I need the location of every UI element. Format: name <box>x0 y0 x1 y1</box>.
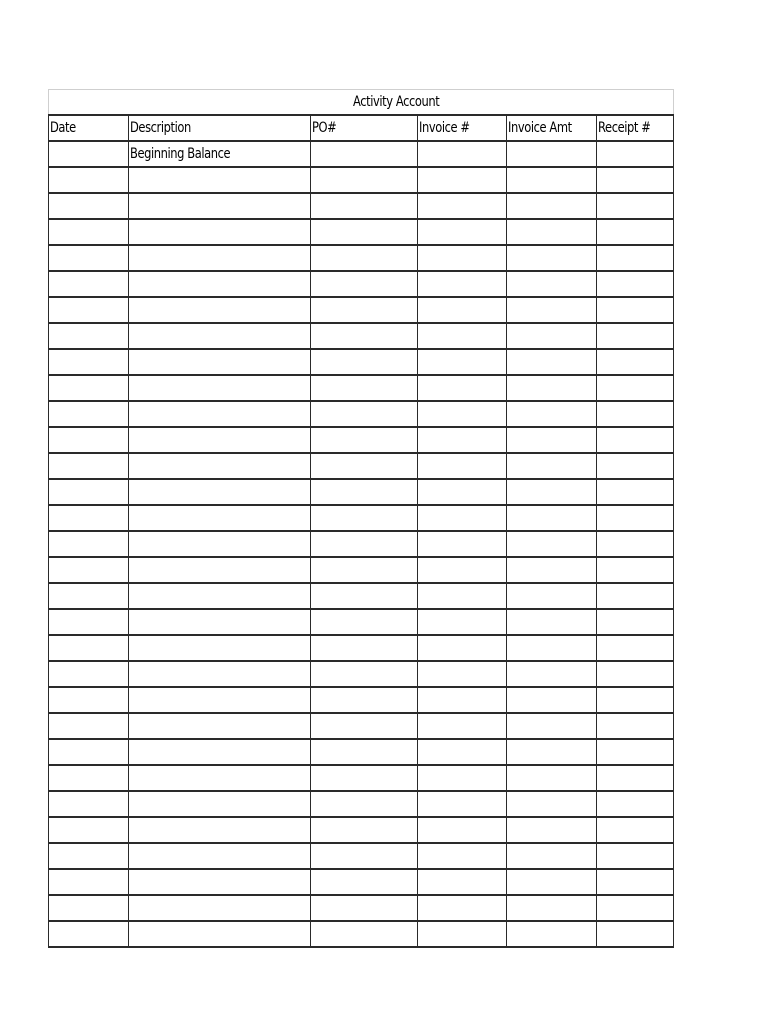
cell-invoice-amt <box>507 401 597 427</box>
cell-receipt <box>597 583 674 609</box>
cell-receipt <box>597 453 674 479</box>
cell-invoice <box>418 479 507 505</box>
cell-invoice <box>418 791 507 817</box>
cell-description <box>129 765 311 791</box>
cell-description <box>129 531 311 557</box>
cell-date <box>49 245 129 271</box>
cell-description <box>129 635 311 661</box>
cell-date <box>49 349 129 375</box>
cell-po <box>311 661 418 687</box>
cell-invoice <box>418 323 507 349</box>
cell-po <box>311 323 418 349</box>
table-row <box>49 739 674 765</box>
cell-po <box>311 921 418 947</box>
cell-date <box>49 661 129 687</box>
cell-invoice-amt <box>507 141 597 167</box>
cell-po <box>311 271 418 297</box>
cell-date <box>49 167 129 193</box>
cell-invoice <box>418 219 507 245</box>
cell-receipt <box>597 297 674 323</box>
cell-invoice <box>418 375 507 401</box>
cell-po <box>311 869 418 895</box>
cell-receipt <box>597 895 674 921</box>
table-row <box>49 453 674 479</box>
cell-invoice <box>418 583 507 609</box>
cell-receipt <box>597 479 674 505</box>
table-row <box>49 193 674 219</box>
cell-receipt <box>597 609 674 635</box>
cell-invoice-amt <box>507 609 597 635</box>
cell-description <box>129 661 311 687</box>
cell-description <box>129 791 311 817</box>
cell-po <box>311 219 418 245</box>
cell-invoice <box>418 245 507 271</box>
cell-receipt <box>597 739 674 765</box>
cell-date <box>49 583 129 609</box>
cell-po <box>311 739 418 765</box>
cell-po <box>311 583 418 609</box>
table-row <box>49 895 674 921</box>
cell-invoice-amt <box>507 817 597 843</box>
cell-invoice-amt <box>507 687 597 713</box>
cell-invoice-amt <box>507 583 597 609</box>
cell-date <box>49 713 129 739</box>
cell-invoice <box>418 843 507 869</box>
cell-invoice-amt <box>507 895 597 921</box>
cell-date <box>49 271 129 297</box>
table-row <box>49 219 674 245</box>
cell-invoice-amt <box>507 869 597 895</box>
cell-po <box>311 531 418 557</box>
cell-po <box>311 453 418 479</box>
cell-receipt <box>597 245 674 271</box>
cell-receipt <box>597 713 674 739</box>
cell-receipt <box>597 193 674 219</box>
column-header-description-label: Description <box>130 120 191 136</box>
cell-receipt <box>597 141 674 167</box>
cell-description <box>129 349 311 375</box>
column-header-po-label: PO# <box>312 120 337 136</box>
cell-po <box>311 817 418 843</box>
cell-date <box>49 869 129 895</box>
cell-invoice-amt <box>507 843 597 869</box>
cell-description <box>129 895 311 921</box>
cell-date <box>49 765 129 791</box>
cell-invoice <box>418 297 507 323</box>
cell-date <box>49 687 129 713</box>
table-row <box>49 245 674 271</box>
cell-invoice <box>418 349 507 375</box>
cell-invoice-amt <box>507 219 597 245</box>
column-header-po <box>311 115 418 141</box>
column-header-date-label: Date <box>50 120 76 136</box>
cell-description <box>129 869 311 895</box>
cell-po <box>311 557 418 583</box>
table-row <box>49 375 674 401</box>
table-row <box>49 791 674 817</box>
cell-date <box>49 817 129 843</box>
cell-po <box>311 843 418 869</box>
cell-po <box>311 635 418 661</box>
cell-receipt <box>597 531 674 557</box>
cell-invoice-amt <box>507 791 597 817</box>
cell-date <box>49 141 129 167</box>
cell-description <box>129 401 311 427</box>
cell-invoice <box>418 635 507 661</box>
cell-description <box>129 245 311 271</box>
cell-description <box>129 817 311 843</box>
cell-invoice-amt <box>507 479 597 505</box>
table-row <box>49 921 674 947</box>
cell-receipt <box>597 869 674 895</box>
cell-receipt <box>597 401 674 427</box>
cell-description <box>129 687 311 713</box>
cell-po <box>311 713 418 739</box>
cell-invoice <box>418 557 507 583</box>
cell-description <box>129 479 311 505</box>
table-row <box>49 479 674 505</box>
cell-invoice <box>418 401 507 427</box>
cell-receipt <box>597 557 674 583</box>
cell-po <box>311 193 418 219</box>
cell-date <box>49 635 129 661</box>
cell-description <box>129 453 311 479</box>
header-row <box>49 115 674 141</box>
cell-po <box>311 141 418 167</box>
cell-receipt <box>597 765 674 791</box>
cell-receipt <box>597 817 674 843</box>
cell-description <box>129 609 311 635</box>
cell-receipt <box>597 219 674 245</box>
cell-date <box>49 375 129 401</box>
cell-date <box>49 505 129 531</box>
cell-description <box>129 271 311 297</box>
cell-description <box>129 193 311 219</box>
cell-receipt <box>597 323 674 349</box>
cell-po <box>311 401 418 427</box>
cell-description <box>129 323 311 349</box>
activity-account-table <box>48 89 674 948</box>
title-row <box>49 90 674 116</box>
cell-date <box>49 219 129 245</box>
cell-receipt <box>597 661 674 687</box>
cell-po <box>311 479 418 505</box>
cell-invoice <box>418 427 507 453</box>
cell-invoice <box>418 271 507 297</box>
beginning-balance-label: Beginning Balance <box>130 146 231 162</box>
cell-invoice <box>418 817 507 843</box>
column-header-invoice <box>418 115 507 141</box>
cell-invoice <box>418 661 507 687</box>
cell-invoice-amt <box>507 427 597 453</box>
table-row <box>49 843 674 869</box>
cell-po <box>311 895 418 921</box>
cell-date <box>49 479 129 505</box>
cell-po <box>311 609 418 635</box>
cell-invoice <box>418 531 507 557</box>
cell-po <box>311 349 418 375</box>
cell-description <box>129 427 311 453</box>
column-header-date <box>49 115 129 141</box>
cell-po <box>311 765 418 791</box>
cell-description <box>129 557 311 583</box>
cell-date <box>49 323 129 349</box>
cell-receipt <box>597 921 674 947</box>
sheet-title-cell <box>49 90 674 116</box>
table-row <box>49 167 674 193</box>
cell-description <box>129 583 311 609</box>
table-row <box>49 557 674 583</box>
cell-date <box>49 895 129 921</box>
cell-receipt <box>597 635 674 661</box>
cell-invoice <box>418 895 507 921</box>
cell-receipt <box>597 167 674 193</box>
cell-receipt <box>597 687 674 713</box>
cell-invoice-amt <box>507 661 597 687</box>
cell-receipt <box>597 791 674 817</box>
cell-date <box>49 843 129 869</box>
cell-invoice-amt <box>507 739 597 765</box>
cell-po <box>311 505 418 531</box>
cell-invoice <box>418 141 507 167</box>
table-row <box>49 869 674 895</box>
cell-invoice <box>418 765 507 791</box>
cell-description <box>129 141 311 167</box>
cell-invoice-amt <box>507 297 597 323</box>
cell-description <box>129 167 311 193</box>
cell-description <box>129 921 311 947</box>
cell-po <box>311 687 418 713</box>
cell-invoice-amt <box>507 323 597 349</box>
table-row <box>49 713 674 739</box>
cell-description <box>129 297 311 323</box>
cell-invoice-amt <box>507 505 597 531</box>
cell-po <box>311 427 418 453</box>
table-row <box>49 583 674 609</box>
cell-date <box>49 791 129 817</box>
cell-invoice-amt <box>507 713 597 739</box>
table-row <box>49 271 674 297</box>
table-row <box>49 297 674 323</box>
cell-invoice-amt <box>507 557 597 583</box>
table-row <box>49 401 674 427</box>
cell-invoice <box>418 687 507 713</box>
cell-po <box>311 375 418 401</box>
table-row <box>49 609 674 635</box>
cell-invoice-amt <box>507 453 597 479</box>
sheet-title: Activity Account <box>353 94 440 110</box>
cell-date <box>49 427 129 453</box>
table-row <box>49 349 674 375</box>
column-header-invoice-amt <box>507 115 597 141</box>
cell-date <box>49 193 129 219</box>
cell-po <box>311 245 418 271</box>
cell-date <box>49 401 129 427</box>
table-row <box>49 505 674 531</box>
cell-receipt <box>597 271 674 297</box>
cell-receipt <box>597 505 674 531</box>
table-row <box>49 687 674 713</box>
cell-receipt <box>597 427 674 453</box>
column-header-invoice-amt-label: Invoice Amt <box>508 120 572 136</box>
cell-description <box>129 739 311 765</box>
cell-invoice-amt <box>507 375 597 401</box>
cell-invoice-amt <box>507 245 597 271</box>
cell-date <box>49 739 129 765</box>
cell-description <box>129 219 311 245</box>
cell-description <box>129 843 311 869</box>
cell-description <box>129 713 311 739</box>
cell-receipt <box>597 349 674 375</box>
cell-date <box>49 297 129 323</box>
table-row <box>49 323 674 349</box>
cell-invoice <box>418 921 507 947</box>
cell-date <box>49 531 129 557</box>
column-header-receipt <box>597 115 674 141</box>
cell-invoice-amt <box>507 167 597 193</box>
column-header-invoice-label: Invoice # <box>419 120 470 136</box>
cell-invoice-amt <box>507 271 597 297</box>
cell-invoice <box>418 713 507 739</box>
table-row <box>49 661 674 687</box>
column-header-receipt-label: Receipt # <box>598 120 651 136</box>
cell-description <box>129 505 311 531</box>
cell-invoice-amt <box>507 765 597 791</box>
table-row <box>49 635 674 661</box>
cell-po <box>311 167 418 193</box>
table-row <box>49 427 674 453</box>
table-row-beginning-balance <box>49 141 674 167</box>
cell-po <box>311 791 418 817</box>
cell-receipt <box>597 375 674 401</box>
cell-invoice <box>418 167 507 193</box>
cell-invoice <box>418 869 507 895</box>
cell-description <box>129 375 311 401</box>
table-row <box>49 531 674 557</box>
cell-invoice-amt <box>507 635 597 661</box>
cell-invoice <box>418 739 507 765</box>
cell-invoice <box>418 609 507 635</box>
table-row <box>49 817 674 843</box>
cell-po <box>311 297 418 323</box>
column-header-description <box>129 115 311 141</box>
cell-invoice-amt <box>507 349 597 375</box>
cell-invoice-amt <box>507 193 597 219</box>
cell-invoice-amt <box>507 531 597 557</box>
cell-invoice <box>418 453 507 479</box>
cell-date <box>49 921 129 947</box>
cell-invoice <box>418 505 507 531</box>
cell-date <box>49 609 129 635</box>
cell-invoice-amt <box>507 921 597 947</box>
cell-date <box>49 557 129 583</box>
cell-receipt <box>597 843 674 869</box>
table-row <box>49 765 674 791</box>
cell-date <box>49 453 129 479</box>
cell-invoice <box>418 193 507 219</box>
